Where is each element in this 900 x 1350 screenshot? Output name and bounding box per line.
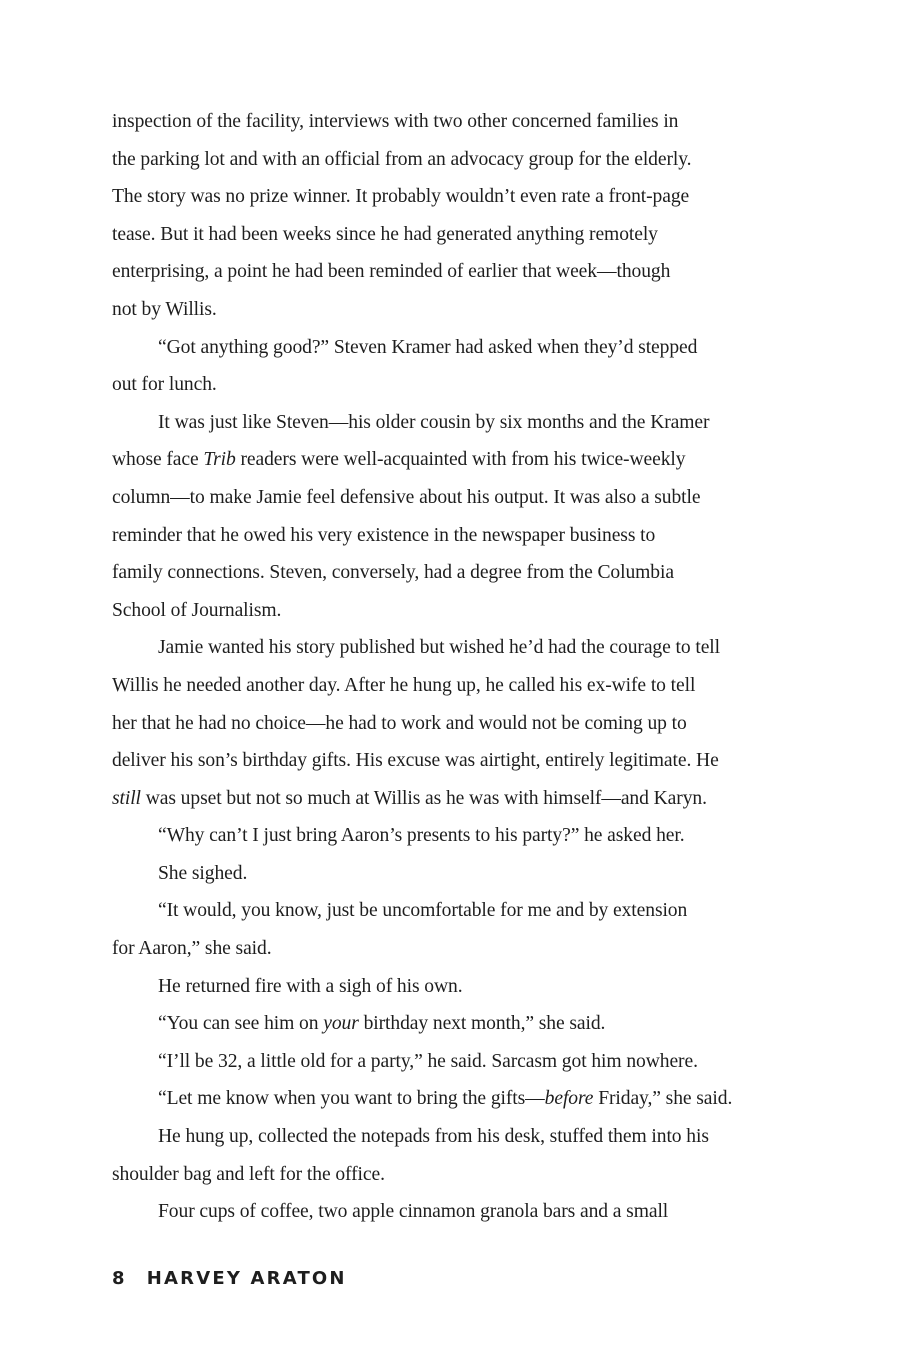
text-segment: readers were well-acquainted with from his twice-weekly [235,449,686,471]
text-segment: enterprising, a point he had been reminded of earlier that week—though [112,261,671,283]
text-line [112,930,762,968]
text-segment: birthday next month,” she said. [358,1013,606,1035]
text-line [112,103,762,141]
text-line [112,968,762,1006]
text-segment: Jamie wanted his story published but wished he’d had the courage to tell [158,637,720,659]
text-segment: Friday,” she said. [593,1088,733,1110]
text-segment: The story was no prize winner. It probably wouldn’t even rate a front-page [112,186,690,208]
text-segment: inspection of the facility, interviews with two other concerned families in [112,111,679,132]
text-segment: reminder that he owed his very existence in the newspaper business to [112,524,656,546]
text-segment: It was just like Steven—his older cousin by six months and the Kramer [158,411,710,433]
text-segment: He hung up, collected the notepads from his desk, stuffed them into his [158,1126,709,1148]
text-segment: “Why can’t I just bring Aaron’s presents to his party?” he asked her. [158,825,685,847]
text-line [112,253,762,291]
text-line [112,1080,762,1118]
text-line [112,592,762,630]
text-segment: “It would, you know, just be uncomfortable for me and by extension [158,900,688,922]
text-segment: “Let me know when you want to bring the gifts— [158,1088,545,1110]
italic-text: Trib [203,449,236,471]
text-segment: tease. But it had been weeks since he had generated anything remotely [112,223,658,245]
text-line [112,1043,762,1081]
text-segment: She sighed. [158,862,248,884]
page-footer [112,1268,347,1289]
text-line [112,366,762,404]
text-segment: was upset but not so much at Willis as he was with himself—and Karyn. [140,787,707,809]
text-line [112,1193,762,1231]
text-line [112,1005,762,1043]
text-segment: “You can see him on [158,1013,324,1035]
text-line [112,855,762,893]
text-line [112,216,762,254]
text-line [112,554,762,592]
italic-text: your [323,1013,359,1035]
text-line [112,517,762,555]
body-text [112,103,762,1231]
text-segment: whose face [112,449,204,471]
text-line [112,291,762,329]
text-line [112,892,762,930]
text-segment: her that he had no choice—he had to work and would not be coming up to [112,712,687,734]
text-segment: out for lunch. [112,374,217,396]
text-line [112,780,762,818]
text-segment: “Got anything good?” Steven Kramer had asked when they’d stepped [158,336,698,358]
text-segment: Four cups of coffee, two apple cinnamon granola bars and a small [158,1201,669,1223]
text-line [112,404,762,442]
text-line [112,629,762,667]
text-segment: family connections. Steven, conversely, had a degree from the Columbia [112,562,674,584]
text-line [112,329,762,367]
text-line [112,479,762,517]
text-segment: deliver his son’s birthday gifts. His excuse was airtight, entirely legitimate. He [112,750,719,772]
text-segment: “I’ll be 32, a little old for a party,” he said. Sarcasm got him nowhere. [158,1050,698,1072]
text-segment: column—to make Jamie feel defensive about his output. It was also a subtle [112,486,701,508]
text-segment: He returned fire with a sigh of his own. [158,975,463,997]
running-head-author: HARVEY ARATON [146,1268,347,1289]
text-segment: the parking lot and with an official from an advocacy group for the elderly. [112,148,692,170]
text-line [112,141,762,179]
italic-text: before [544,1088,594,1110]
text-line [112,705,762,743]
text-line [112,441,762,479]
text-line [112,667,762,705]
text-segment: for Aaron,” she said. [112,938,272,960]
text-segment: Willis he needed another day. After he hung up, he called his ex-wife to tell [112,674,696,696]
text-line [112,178,762,216]
text-line [112,1156,762,1194]
text-line [112,817,762,855]
text-segment: not by Willis. [112,298,217,320]
text-line [112,1118,762,1156]
text-segment: shoulder bag and left for the office. [112,1163,385,1185]
text-segment: School of Journalism. [112,599,282,621]
page-number: 8 [112,1268,127,1289]
italic-text: still [112,787,141,809]
text-line [112,742,762,780]
